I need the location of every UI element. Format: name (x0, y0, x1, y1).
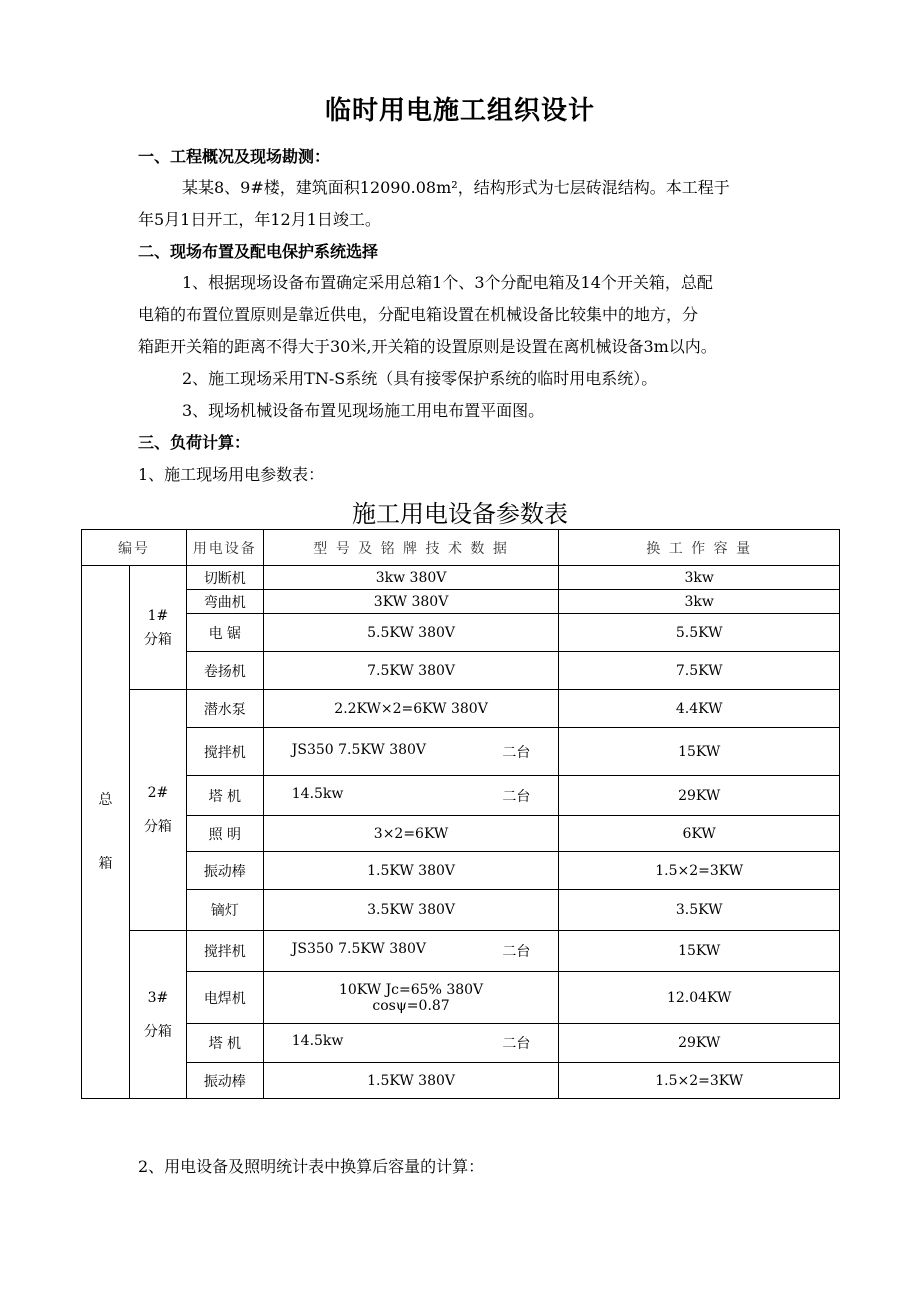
section2-para1-line2: 电箱的布置位置原则是靠近供电，分配电箱设置在机械设备比较集中的地方，分 (138, 305, 699, 324)
table-row (82, 852, 840, 890)
sub-box-1-label: 分箱 (143, 631, 172, 648)
capacity-cell: 15KW (559, 931, 840, 972)
spec-qty: 二台 (502, 1036, 531, 1052)
spec-cell: 2.2KW×2=6KW 380V (263, 690, 559, 728)
device-cell: 切断机 (186, 566, 263, 590)
device-cell: 电 锯 (186, 614, 263, 652)
spec-text: 10KW Jc=65% 380V (338, 981, 484, 998)
spec-cell (263, 972, 559, 1024)
spec-text: JS350 7.5KW 380V (291, 941, 427, 957)
device-cell: 卷扬机 (186, 652, 263, 690)
capacity-cell: 1.5×2=3KW (559, 1063, 840, 1099)
main-box-cell (82, 566, 130, 1099)
capacity-cell: 4.4KW (559, 690, 840, 728)
spec-cell: 3kw 380V (263, 566, 559, 590)
table-header-row (82, 530, 840, 566)
spec-cell (263, 776, 559, 816)
table-row (82, 972, 840, 1024)
sub-box-3-number: 3# (147, 989, 169, 1006)
section3-para1: 1、施工现场用电参数表： (138, 465, 325, 484)
capacity-cell: 3kw (559, 590, 840, 614)
device-cell: 振动棒 (186, 852, 263, 890)
capacity-cell: 3.5KW (559, 890, 840, 931)
capacity-cell: 5.5KW (559, 614, 840, 652)
section3-heading: 三、负荷计算： (138, 433, 251, 452)
spec-text: 14.5kw (291, 1033, 344, 1049)
capacity-cell: 12.04KW (559, 972, 840, 1024)
section1-heading: 一、工程概况及现场勘测： (138, 147, 331, 166)
table-title: 施工用电设备参数表 (352, 500, 568, 528)
header-device: 用电设备 (186, 530, 263, 566)
device-cell: 弯曲机 (186, 590, 263, 614)
table-row (82, 1024, 840, 1063)
spec-qty: 二台 (502, 788, 531, 805)
sub-box-3-cell (129, 931, 186, 1099)
section1-line1: 某某8、9#楼，建筑面积12090.08m²，结构形式为七层砖混结构。本工程于 (182, 178, 730, 197)
spec-qty: 二台 (502, 944, 531, 960)
spec-text: JS350 7.5KW 380V (291, 741, 427, 758)
section2-para1-line1: 1、根据现场设备布置确定采用总箱1个、3个分配电箱及14个开关箱，总配 (182, 273, 713, 292)
table-row (82, 590, 840, 614)
capacity-cell: 1.5×2=3KW (559, 852, 840, 890)
spec-cell (263, 931, 559, 972)
equipment-table (81, 529, 840, 1099)
capacity-cell: 7.5KW (559, 652, 840, 690)
capacity-cell: 6KW (559, 816, 840, 852)
header-number: 编号 (82, 530, 187, 566)
spec-cell (263, 728, 559, 776)
capacity-cell: 15KW (559, 728, 840, 776)
capacity-cell: 29KW (559, 776, 840, 816)
spec-cell (263, 1024, 559, 1063)
spec-cell: 3×2=6KW (263, 816, 559, 852)
spec-text-line2: cosψ=0.87 (372, 997, 450, 1014)
spec-cell: 1.5KW 380V (263, 852, 559, 890)
device-cell: 塔 机 (186, 776, 263, 816)
spec-qty: 二台 (502, 744, 531, 761)
table-row (82, 816, 840, 852)
sub-box-1-number: 1# (147, 607, 169, 624)
section1-line2: 年5月1日开工，年12月1日竣工。 (138, 210, 381, 229)
header-spec: 型 号 及 铭 牌 技 术 数 据 (263, 530, 559, 566)
device-cell: 潜水泵 (186, 690, 263, 728)
section2-para3: 3、现场机械设备布置见现场施工用电布置平面图。 (182, 401, 545, 420)
sub-box-2-label: 分箱 (143, 819, 172, 835)
section2-para1-line3: 箱距开关箱的距离不得大于30米,开关箱的设置原则是设置在离机械设备3m以内。 (138, 337, 717, 356)
table-row (82, 728, 840, 776)
document-title: 临时用电施工组织设计 (324, 96, 595, 126)
spec-cell: 7.5KW 380V (263, 652, 559, 690)
device-cell: 振动棒 (186, 1063, 263, 1099)
device-cell: 电焊机 (186, 972, 263, 1024)
sub-box-2-number: 2# (147, 785, 169, 801)
table-row (82, 890, 840, 931)
device-cell: 搅拌机 (186, 728, 263, 776)
table-row (82, 652, 840, 690)
table-row (82, 614, 840, 652)
spec-text: 14.5kw (291, 785, 344, 802)
section2-para2: 2、施工现场采用TN-S系统（具有接零保护系统的临时用电系统）。 (182, 369, 658, 388)
table-row (82, 931, 840, 972)
header-capacity: 换 工 作 容 量 (559, 530, 840, 566)
capacity-cell: 3kw (559, 566, 840, 590)
section2-heading: 二、现场布置及配电保护系统选择 (138, 242, 379, 261)
device-cell: 搅拌机 (186, 931, 263, 972)
main-box-label-bottom: 箱 (98, 856, 113, 872)
sub-box-3-label: 分箱 (143, 1023, 172, 1040)
sub-box-1-cell (129, 566, 186, 690)
table-row (82, 776, 840, 816)
spec-cell: 1.5KW 380V (263, 1063, 559, 1099)
device-cell: 镝灯 (186, 890, 263, 931)
footer-paragraph: 2、用电设备及照明统计表中换算后容量的计算： (138, 1157, 485, 1176)
table-row (82, 1063, 840, 1099)
table-row (82, 566, 840, 590)
spec-cell: 3KW 380V (263, 590, 559, 614)
spec-cell: 5.5KW 380V (263, 614, 559, 652)
table-row (82, 690, 840, 728)
spec-cell: 3.5KW 380V (263, 890, 559, 931)
device-cell: 照 明 (186, 816, 263, 852)
capacity-cell: 29KW (559, 1024, 840, 1063)
device-cell: 塔 机 (186, 1024, 263, 1063)
sub-box-2-cell (129, 690, 186, 931)
main-box-label-top: 总 (98, 792, 113, 808)
